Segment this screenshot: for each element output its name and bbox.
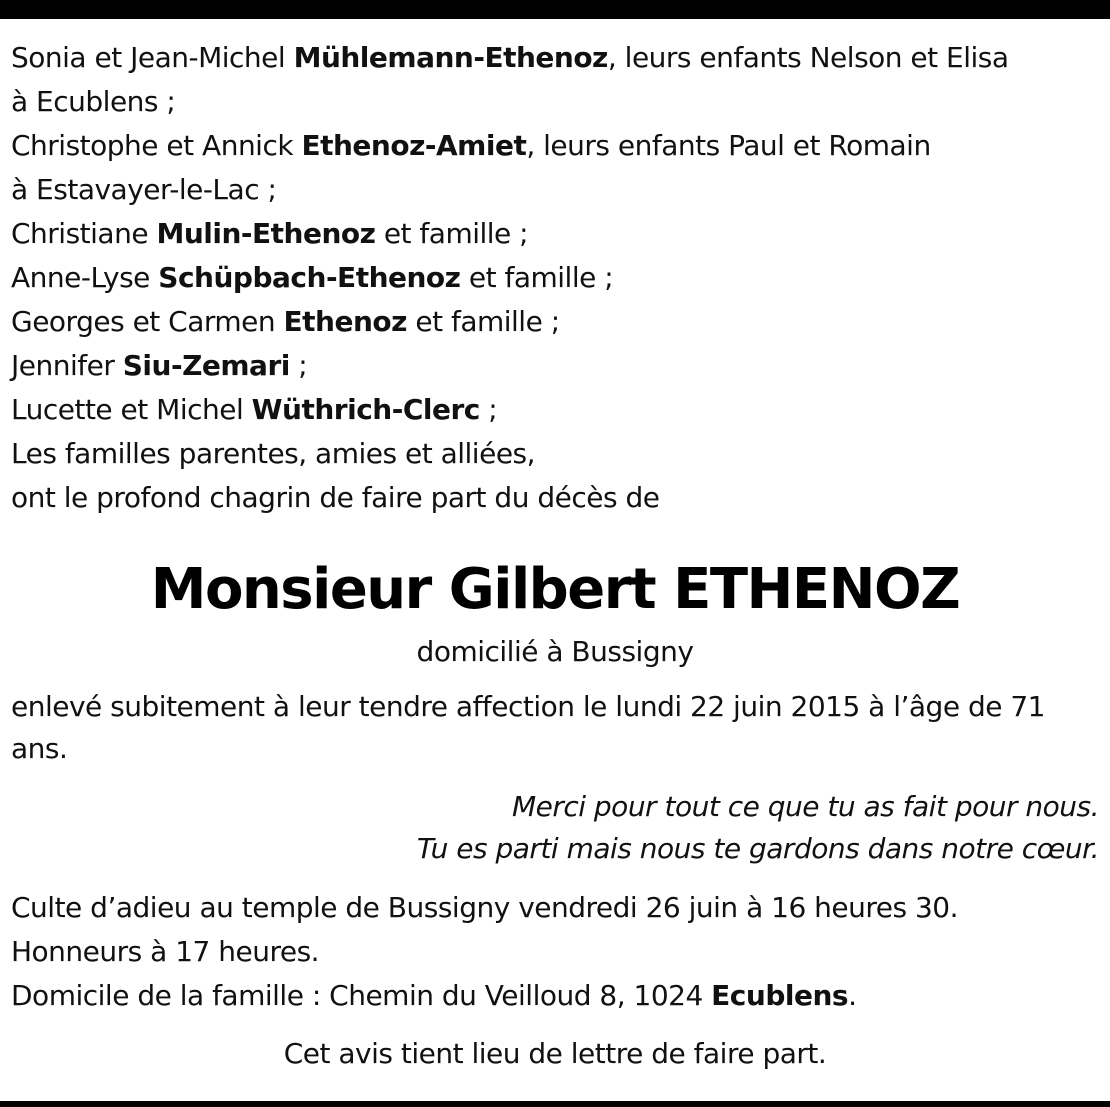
family-line <box>11 36 1099 80</box>
family-line-text: , leurs enfants Nelson et Elisa <box>607 41 1009 74</box>
bottom-border-rule <box>0 1101 1110 1107</box>
family-line-text: , leurs enfants Paul et Romain <box>526 129 931 162</box>
family-line <box>11 476 1099 520</box>
family-line-text: ; <box>479 393 498 426</box>
family-surname: Ethenoz <box>283 305 407 338</box>
family-line-text: ont le profond chagrin de faire part du décès de <box>11 481 660 514</box>
address-town: Ecublens <box>711 979 849 1012</box>
deceased-residence: domicilié à Bussigny <box>416 635 694 668</box>
family-line-text: et famille ; <box>406 305 560 338</box>
family-line-text: Anne-Lyse <box>11 261 159 294</box>
death-notice-text: enlevé subitement à leur tendre affection le lundi 22 juin 2015 à l’âge de 71 ans. <box>11 690 1045 765</box>
top-border-rule <box>0 0 1110 19</box>
service-line-address <box>11 974 1099 1018</box>
family-line-text: Christiane <box>11 217 157 250</box>
family-line <box>11 300 1099 344</box>
family-line-text: Sonia et Jean-Michel <box>11 41 294 74</box>
family-surname: Siu-Zemari <box>122 349 290 382</box>
family-line <box>11 344 1099 388</box>
family-line-text: Lucette et Michel <box>11 393 252 426</box>
family-line <box>11 80 1099 124</box>
family-line-text: Jennifer <box>11 349 123 382</box>
obituary-notice <box>11 36 1099 1076</box>
family-surname: Wüthrich-Clerc <box>251 393 480 426</box>
closing-note: Cet avis tient lieu de lettre de faire part. <box>283 1037 827 1070</box>
family-line-text: à Ecublens ; <box>11 85 176 118</box>
quote-line: Merci pour tout ce que tu as fait pour nous. <box>511 790 1099 823</box>
family-line-text: ; <box>289 349 308 382</box>
family-line-text: et famille ; <box>375 217 529 250</box>
family-line-text: Les familles parentes, amies et alliées, <box>11 437 536 470</box>
service-line-ceremony: Culte d’adieu au temple de Bussigny vendredi 26 juin à 16 heures 30. <box>11 891 959 924</box>
family-line-text: à Estavayer-le-Lac ; <box>11 173 277 206</box>
family-line <box>11 168 1099 212</box>
address-text: Domicile de la famille : Chemin du Veilloud 8, 1024 <box>11 979 712 1012</box>
address-text: . <box>848 979 857 1012</box>
family-line <box>11 432 1099 476</box>
family-surname: Ethenoz-Amiet <box>301 129 527 162</box>
farewell-quote <box>11 786 1099 870</box>
deceased-name: Monsieur Gilbert ETHENOZ <box>150 557 960 622</box>
family-line-text: Christophe et Annick <box>11 129 302 162</box>
family-line <box>11 388 1099 432</box>
family-line <box>11 256 1099 300</box>
family-line-text: et famille ; <box>460 261 614 294</box>
service-details <box>11 886 1099 1018</box>
family-list <box>11 36 1099 520</box>
family-line <box>11 212 1099 256</box>
quote-line: Tu es parti mais nous te gardons dans notre cœur. <box>416 832 1099 865</box>
family-line <box>11 124 1099 168</box>
family-surname: Mühlemann-Ethenoz <box>293 41 608 74</box>
family-surname: Mulin-Ethenoz <box>156 217 376 250</box>
family-line-text: Georges et Carmen <box>11 305 284 338</box>
family-surname: Schüpbach-Ethenoz <box>158 261 461 294</box>
service-line-honours: Honneurs à 17 heures. <box>11 935 320 968</box>
